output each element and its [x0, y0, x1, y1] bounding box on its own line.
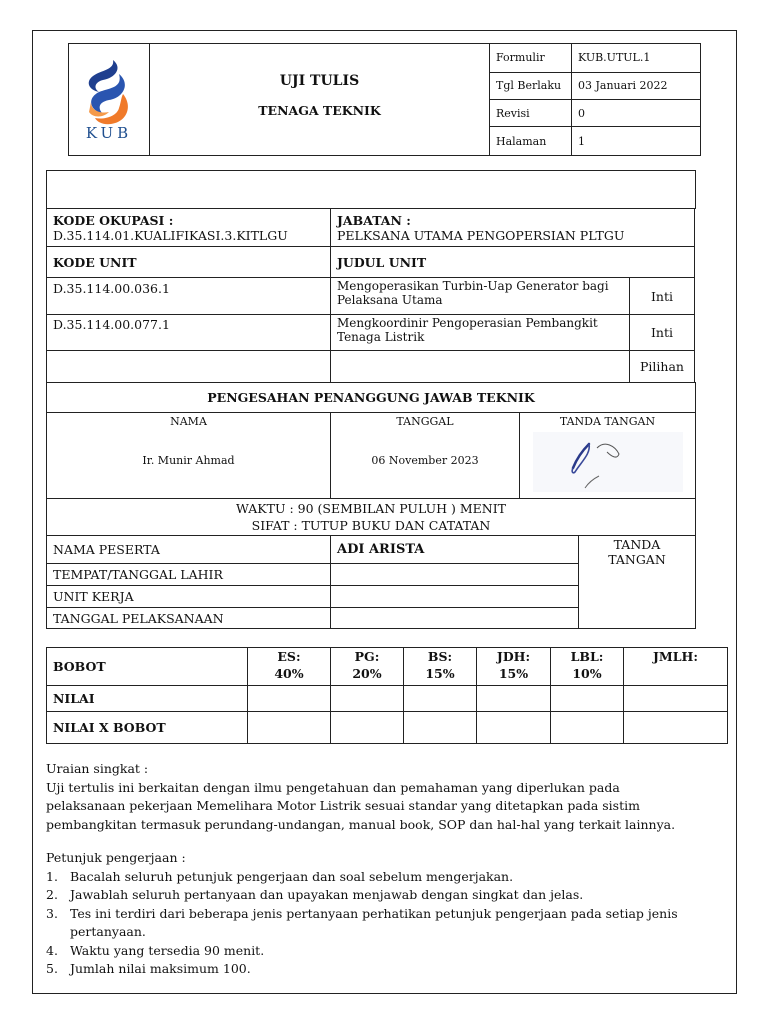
tempat-tanggal-lahir-value — [331, 564, 579, 586]
score-col-jdh — [477, 648, 551, 686]
halaman-value: 1 — [572, 127, 701, 156]
logo-cell — [69, 44, 150, 156]
score-col-pg — [331, 648, 404, 686]
instruction-item — [46, 942, 686, 961]
nilai-cell — [331, 686, 404, 712]
approval-heading: PENGESAHAN PENANGGUNG JAWAB TEKNIK — [47, 383, 696, 413]
score-col-weight: 15% — [425, 666, 455, 681]
score-col-es — [248, 648, 331, 686]
instruction-number: 1. — [46, 868, 58, 884]
instruction-item — [46, 960, 686, 979]
approval-tanggal-value: 06 November 2023 — [371, 454, 479, 467]
blank-box — [46, 170, 696, 209]
unit-code: D.35.114.00.077.1 — [47, 315, 331, 351]
unit-kerja-label: UNIT KERJA — [47, 586, 331, 608]
score-col-label: JMLH: — [653, 649, 698, 664]
revisi-value: 0 — [572, 99, 701, 126]
instruction-number: 5. — [46, 961, 58, 976]
halaman-label: Halaman — [490, 127, 572, 156]
unit-title: Mengoperasikan Turbin-Uap Generator bagi Pelaksana Utama — [331, 278, 630, 315]
jabatan-value: PELKSANA UTAMA PENGOPERSIAN PLTGU — [337, 227, 625, 243]
tanggal-pelaksanaan-label: TANGGAL PELAKSANAAN — [47, 608, 331, 629]
description-text: Uji tertulis ini berkaitan dengan ilmu pengetahuan dan pemahaman yang diperlukan pada pelaksanaan pekerjaan Memelihara Motor Listrik sesuai standar yang ditetapkan pada sistim pembangkitan termasuk perundang-undangan, manual book, SOP dan hal-hal yang terkait lainnya. — [46, 779, 676, 832]
signature-image — [533, 432, 683, 492]
unit-type: Inti — [630, 278, 695, 315]
score-col-weight: 20% — [352, 666, 382, 681]
occupation-table — [46, 208, 695, 383]
jabatan-label: JABATAN : — [337, 212, 411, 228]
kode-okupasi-value: D.35.114.01.KUALIFIKASI.3.KITLGU — [53, 227, 288, 243]
instructions-heading: Petunjuk pengerjaan : — [46, 850, 186, 865]
exam-waktu: WAKTU : 90 (SEMBILAN PULUH ) MENIT — [236, 501, 506, 516]
formulir-label: Formulir — [490, 44, 572, 73]
unit-code — [47, 351, 331, 383]
nilai-x-bobot-cell — [624, 712, 728, 744]
nama-peserta-label: NAMA PESERTA — [47, 536, 331, 564]
participant-ttd: TANDA TANGAN — [579, 536, 696, 629]
approval-tanggal-label: TANGGAL — [396, 415, 454, 428]
kode-unit-header: KODE UNIT — [47, 247, 331, 278]
unit-row — [47, 351, 695, 383]
instruction-text: Waktu yang tersedia 90 menit. — [70, 942, 265, 958]
kode-okupasi-cell — [47, 209, 331, 247]
score-col-label: PG: — [354, 649, 380, 664]
tanggal-pelaksanaan-value — [331, 608, 579, 629]
nilai-cell — [624, 686, 728, 712]
approval-nama-cell — [47, 413, 331, 499]
unit-title: Mengkoordinir Pengoperasian Pembangkit Tenaga Listrik — [331, 315, 630, 351]
instruction-text: Jawablah seluruh pertanyaan dan upayakan menjawab dengan singkat dan jelas. — [70, 887, 584, 902]
bobot-label: BOBOT — [47, 648, 248, 686]
nilai-x-bobot-cell — [404, 712, 477, 744]
instruction-number: 2. — [46, 887, 58, 902]
instruction-text: Jumlah nilai maksimum 100. — [70, 961, 251, 976]
nilai-cell — [551, 686, 624, 712]
tempat-tanggal-lahir-label: TEMPAT/TANGGAL LAHIR — [47, 564, 331, 586]
nilai-cell — [248, 686, 331, 712]
judul-unit-header: JUDUL UNIT — [331, 247, 695, 278]
score-table — [46, 647, 728, 744]
title-cell — [150, 44, 490, 156]
instruction-item — [46, 868, 686, 887]
unit-code: D.35.114.00.036.1 — [47, 278, 331, 315]
unit-row — [47, 315, 695, 351]
nilai-x-bobot-cell — [248, 712, 331, 744]
unit-kerja-value — [331, 586, 579, 608]
score-col-weight: 10% — [572, 666, 602, 681]
score-col-bs — [404, 648, 477, 686]
unit-type: Inti — [630, 315, 695, 351]
score-col-label: LBL: — [570, 649, 604, 664]
instruction-item — [46, 905, 686, 942]
revisi-label: Revisi — [490, 99, 572, 126]
approval-nama-value: Ir. Munir Ahmad — [142, 454, 235, 467]
form-title: UJI TULIS — [279, 73, 360, 89]
tgl-berlaku-value: 03 Januari 2022 — [572, 72, 701, 99]
score-col-lbl — [551, 648, 624, 686]
nilai-x-bobot-label: NILAI X BOBOT — [47, 712, 248, 744]
score-col-weight: 40% — [274, 666, 304, 681]
unit-row — [47, 278, 695, 315]
score-col-label: ES: — [277, 649, 301, 664]
unit-title — [331, 351, 630, 383]
approval-nama-label: NAMA — [170, 415, 207, 428]
approval-ttd-cell — [520, 413, 696, 499]
description-heading: Uraian singkat : — [46, 761, 149, 776]
score-col-jmlh — [624, 648, 728, 686]
exam-info-cell — [47, 499, 696, 536]
nilai-label: NILAI — [47, 686, 248, 712]
formulir-value: KUB.UTUL.1 — [572, 44, 701, 73]
score-col-weight: 15% — [498, 666, 529, 681]
description-section — [46, 760, 686, 834]
instruction-number: 4. — [46, 942, 58, 958]
instruction-item — [46, 886, 686, 905]
tgl-berlaku-label: Tgl Berlaku — [490, 72, 572, 99]
nilai-x-bobot-cell — [551, 712, 624, 744]
instruction-text: Tes ini terdiri dari beberapa jenis pertanyaan perhatikan petunjuk pengerjaan pada setiap jenis pertanyaan. — [70, 905, 678, 939]
kode-okupasi-label: KODE OKUPASI : — [53, 212, 174, 228]
exam-sifat: SIFAT : TUTUP BUKU DAN CATATAN — [251, 518, 491, 533]
approval-table — [46, 382, 696, 536]
nilai-cell — [404, 686, 477, 712]
participant-table — [46, 535, 696, 629]
logo-text: KUB — [85, 123, 133, 142]
jabatan-cell — [331, 209, 695, 247]
nilai-cell — [477, 686, 551, 712]
form-subtitle: TENAGA TEKNIK — [258, 103, 381, 118]
nama-peserta-value: ADI ARISTA — [331, 536, 579, 564]
unit-type: Pilihan — [630, 351, 695, 383]
approval-ttd-label: TANDA TANGAN — [559, 415, 656, 428]
score-col-label: JDH: — [496, 649, 531, 664]
score-col-label: BS: — [427, 649, 453, 664]
nilai-x-bobot-cell — [331, 712, 404, 744]
header-table — [68, 43, 701, 156]
instructions-section — [46, 849, 686, 979]
instruction-text: Bacalah seluruh petunjuk pengerjaan dan soal sebelum mengerjakan. — [70, 868, 514, 884]
nilai-x-bobot-cell — [477, 712, 551, 744]
instruction-number: 3. — [46, 905, 58, 921]
approval-tanggal-cell — [331, 413, 520, 499]
